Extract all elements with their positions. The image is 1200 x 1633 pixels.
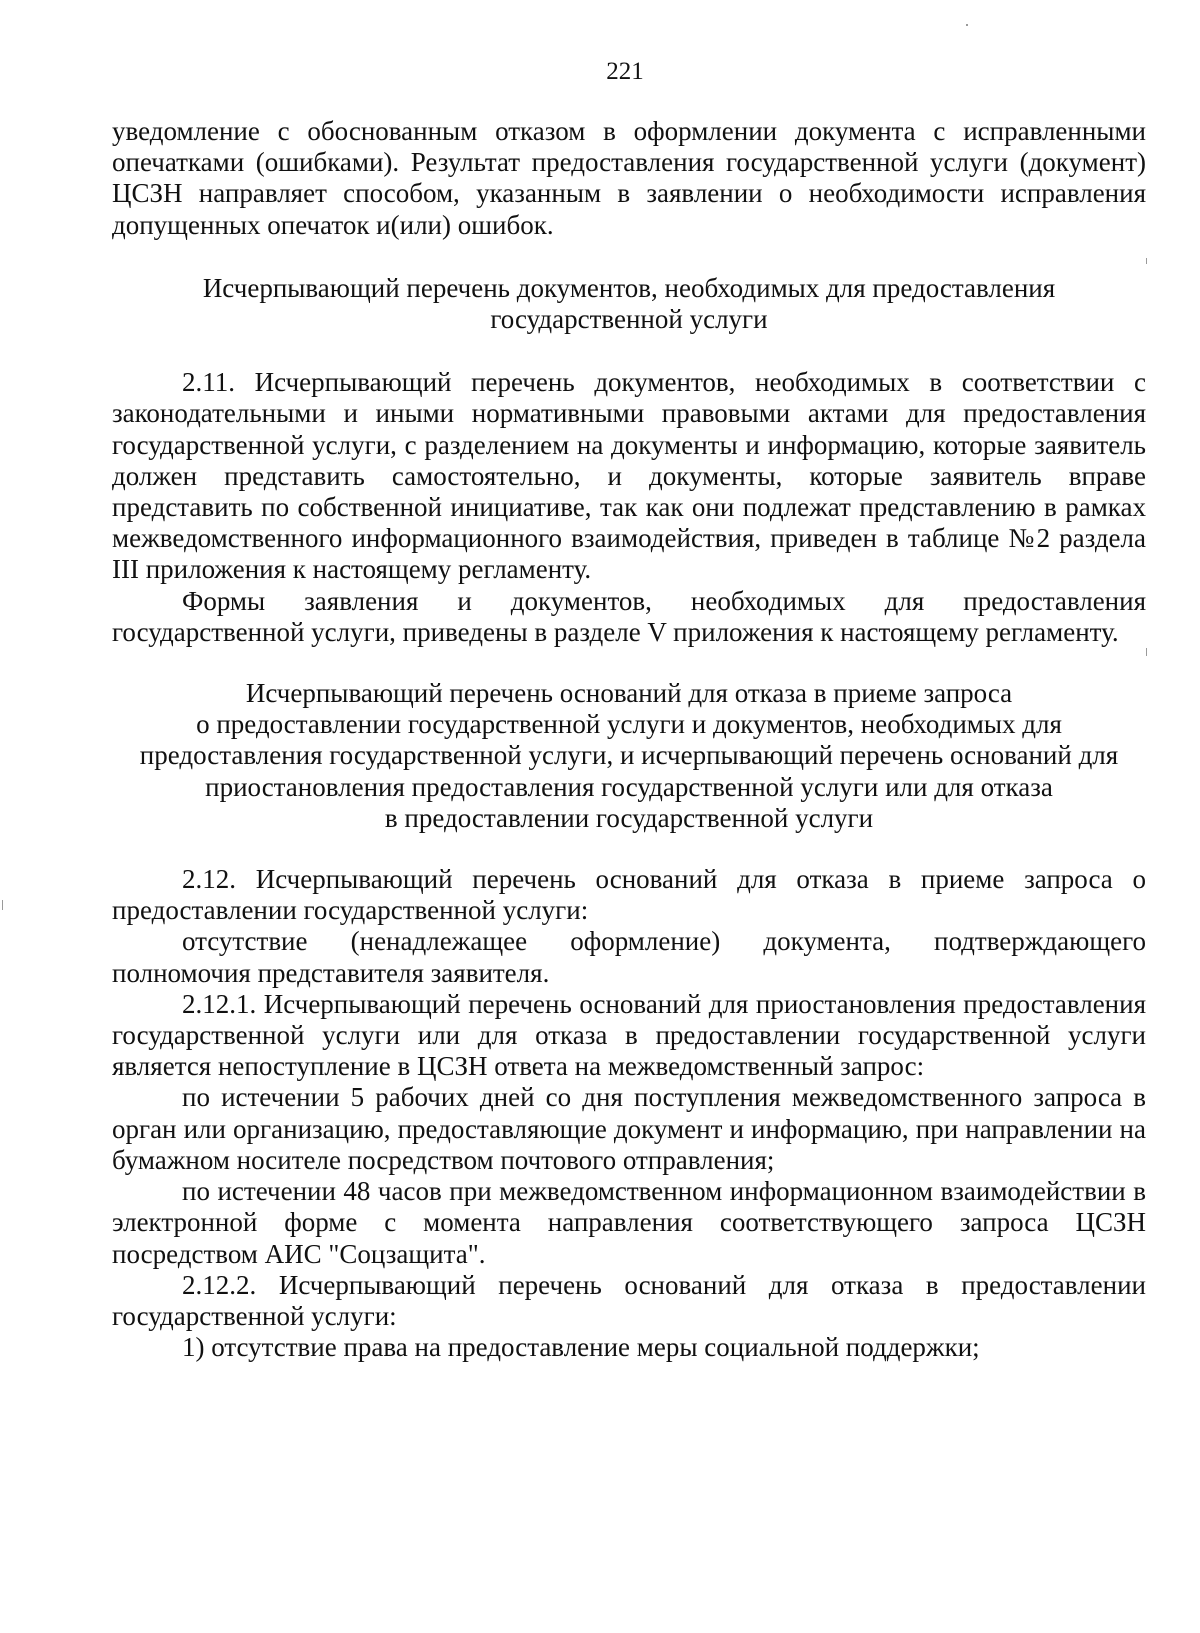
paragraph-continuation: уведомление с обоснованным отказом в оформлении документа с исправленными опечатками (ошибками). Результат предоставления государственной услуги (документ) ЦСЗН направляет способом, указанным в заявлении о необходимости исправления допущенных опечаток и(или) ошибок. (112, 116, 1146, 240)
paragraph-2-12-2: 2.12.2. Исчерпывающий перечень оснований для отказа в предоставлении государственной услуги: (112, 1269, 1146, 1331)
heading-line: в предоставлении государственной услуги (384, 802, 874, 833)
scan-artifact (1146, 258, 1147, 264)
paragraph-48-hours: по истечении 48 часов при межведомственном информационном взаимодействии в электронной форме с момента направления соответствующего запроса ЦСЗН посредством АИС "Соцзащита". (112, 1176, 1146, 1269)
section-heading-documents (112, 273, 1146, 335)
heading-line: о предоставлении государственной услуги и документов, необходимых для (196, 709, 1062, 740)
paragraph-2-12-1: 2.12.1. Исчерпывающий перечень оснований для приостановления предоставления государственной услуги или для отказа в предоставлении государственной услуги является непоступление в ЦСЗН ответа на межведомственный запрос: (112, 988, 1146, 1082)
paragraph-5-days: по истечении 5 рабочих дней со дня поступления межведомственного запроса в орган или организацию, предоставляющие документ и информацию, при направлении на бумажном носителе посредством почтового отправления; (112, 1082, 1146, 1175)
paragraph-absence: отсутствие (ненадлежащее оформление) документа, подтверждающего полномочия представителя заявителя. (112, 926, 1146, 988)
heading-line: Исчерпывающий перечень оснований для отказа в приеме запроса (245, 678, 1013, 709)
section-heading-grounds (112, 678, 1146, 834)
heading-line: приостановления предоставления государственной услуги или для отказа (205, 771, 1053, 802)
heading-line: государственной услуги (490, 304, 768, 335)
page-number: 221 (606, 58, 644, 85)
paragraph-2-12: 2.12. Исчерпывающий перечень оснований для отказа в приеме запроса о предоставлении государственной услуги: (112, 864, 1146, 926)
paragraph-2-11: 2.11. Исчерпывающий перечень документов, необходимых в соответствии с законодательными и иными нормативными правовыми актами для предоставления государственной услуги, с разделением на документы и информацию, которые заявитель должен представить самостоятельно, и документы, которые заявитель вправе представить по собственной инициативе, так как они подлежат представлению в рамках межведомственного информационного взаимодействия, приведен в таблице №2 раздела III приложения к настоящему регламенту. (112, 367, 1146, 585)
list-item: 1) отсутствие права на предоставление меры социальной поддержки; (182, 1332, 980, 1363)
heading-line: предоставления государственной услуги, и исчерпывающий перечень оснований для (139, 740, 1119, 771)
heading-line: Исчерпывающий перечень документов, необходимых для предоставления (202, 272, 1056, 303)
scan-artifact (2, 900, 3, 910)
document-body (112, 116, 1146, 1363)
scan-artifact (1146, 648, 1147, 656)
paragraph-forms: Формы заявления и документов, необходимых для предоставления государственной услуги, приведены в разделе V приложения к настоящему регламенту. (112, 585, 1146, 647)
scan-artifact (966, 24, 968, 26)
